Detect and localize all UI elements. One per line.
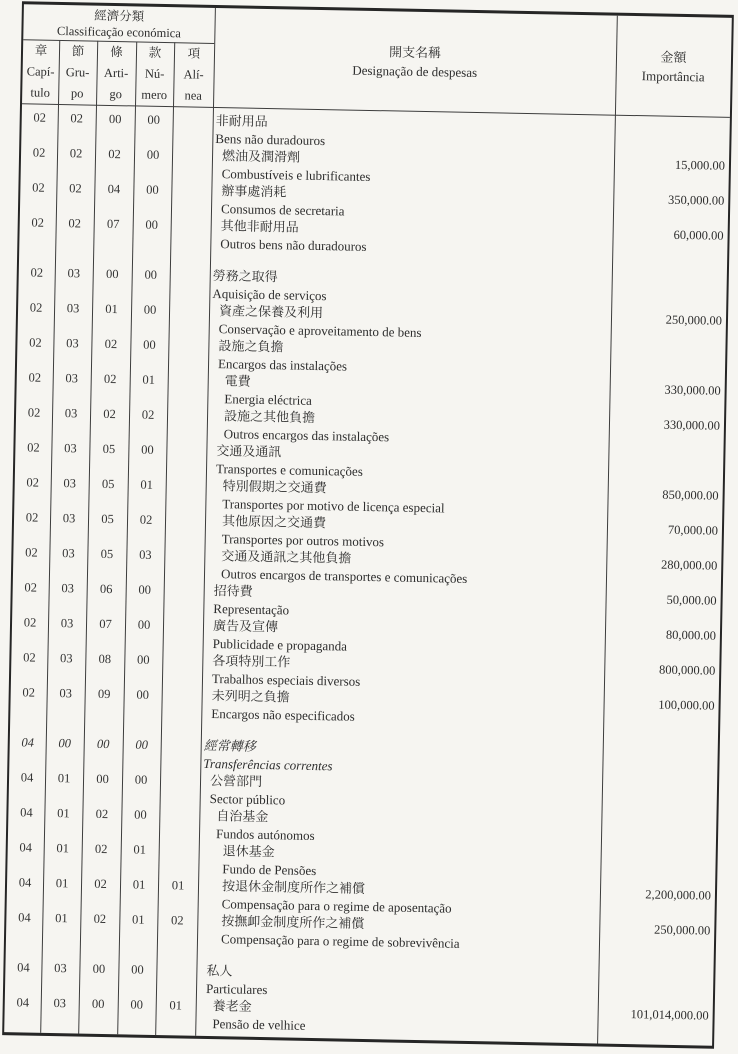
code-grupo: 03: [59, 686, 73, 701]
code-grupo: 03: [53, 996, 67, 1011]
code-alinea: [167, 371, 208, 407]
code-artigo: 00: [96, 736, 110, 752]
code-artigo: 05: [100, 546, 114, 562]
designation-pt: Transferências correntes: [203, 755, 333, 773]
code-artigo: 02: [93, 911, 107, 927]
designation-pt: Fundo de Pensões: [222, 860, 317, 878]
code-capitulo: 02: [27, 440, 40, 455]
code-column-header: [96, 41, 136, 106]
economic-classification-pt: Classificação económica: [56, 23, 181, 41]
code-artigo: 04: [107, 181, 121, 197]
amount-cell: 100,000.00: [658, 697, 715, 713]
code-column-header-line: Gru-: [65, 65, 90, 80]
code-column-header-line: 項: [187, 46, 201, 61]
code-artigo: 02: [103, 406, 116, 422]
code-grupo: 03: [66, 336, 79, 351]
designation-pt: Encargos não especificados: [211, 705, 355, 724]
code-numero: 00: [135, 737, 149, 752]
code-artigo: 08: [98, 651, 112, 667]
code-grupo: 03: [67, 266, 81, 281]
code-numero: 02: [139, 512, 153, 527]
code-numero: 00: [137, 617, 151, 632]
designation-header: [213, 8, 617, 115]
code-grupo: 02: [68, 216, 82, 231]
designation-pt: Compensação para o regime de sobrevivência: [220, 930, 460, 951]
designation-zh: 辦事處消耗: [221, 183, 287, 200]
code-capitulo: 02: [25, 510, 39, 525]
code-artigo: 02: [94, 841, 108, 857]
designation-cell: [195, 997, 598, 1040]
code-numero: 00: [143, 337, 156, 352]
code-alinea: [164, 546, 205, 582]
amount-cell: 250,000.00: [665, 312, 723, 328]
code-grupo: 03: [60, 651, 73, 666]
code-grupo: 02: [70, 111, 84, 126]
code-alinea: [163, 581, 204, 617]
designation-pt: Aquisição de serviços: [212, 285, 327, 303]
code-column-header-line: tulo: [30, 85, 51, 100]
designation-zh: 燃油及潤滑劑: [221, 148, 301, 165]
code-capitulo: 02: [26, 475, 40, 490]
code-artigo: 09: [97, 686, 111, 702]
code-artigo: 07: [99, 616, 112, 632]
amount-cell: 330,000.00: [663, 417, 721, 433]
code-capitulo: 04: [17, 960, 30, 975]
code-numero: 00: [145, 217, 159, 232]
designation-pt: Trabalhos especiais diversos: [211, 670, 361, 689]
code-alinea: [159, 806, 200, 842]
code-column-header-line: mero: [141, 87, 168, 103]
designation-pt: Energia eléctrica: [224, 390, 312, 408]
amount-header-pt: Importância: [641, 67, 705, 84]
code-capitulo: 04: [20, 770, 34, 785]
code-capitulo: 02: [32, 145, 46, 160]
code-numero: 00: [138, 582, 152, 597]
designation-zh: 經常轉移: [203, 737, 256, 754]
code-grupo: 03: [54, 961, 67, 976]
designation-zh: 未列明之負擔: [211, 688, 290, 705]
designation-pt: Consumos de secretaria: [220, 200, 345, 218]
code-alinea: [162, 651, 203, 687]
code-artigo: 02: [95, 806, 109, 822]
code-numero: 00: [143, 302, 157, 317]
designation-pt: Compensação para o regime de aposentação: [221, 895, 452, 916]
code-alinea: [170, 216, 211, 252]
code-numero: 00: [134, 772, 148, 787]
code-numero: 01: [132, 877, 146, 892]
code-column-header-line: 條: [110, 44, 123, 60]
amount-cell: 250,000.00: [653, 922, 711, 938]
code-alinea: 02: [170, 913, 184, 928]
designation-pt: Transportes e comunicações: [215, 460, 364, 479]
code-alinea: [158, 841, 199, 877]
code-numero: 00: [131, 962, 144, 977]
code-capitulo: 04: [16, 995, 30, 1010]
code-capitulo: 02: [24, 580, 38, 595]
code-alinea: [160, 771, 201, 807]
code-artigo: 06: [99, 581, 113, 597]
code-artigo: 01: [105, 301, 118, 317]
designation-pt: Publicidade e propaganda: [212, 635, 348, 654]
designation-zh: 各項特別工作: [212, 653, 291, 670]
code-grupo: 01: [55, 911, 68, 926]
designation-pt: Transportes por outros motivos: [221, 530, 385, 549]
code-capitulo: 02: [27, 405, 41, 420]
designation-zh: 廣告及宣傳: [212, 618, 279, 635]
amount-cell: [601, 815, 717, 852]
designation-zh: 私人: [206, 962, 233, 979]
designation-zh: 非耐用品: [215, 113, 268, 129]
code-alinea: [156, 961, 197, 997]
amount-cell: [608, 450, 724, 487]
designation-pt: Representação: [213, 600, 290, 618]
amount-cell: [598, 970, 714, 1007]
code-artigo: 02: [104, 336, 118, 352]
code-alinea: [166, 441, 207, 477]
code-alinea: [160, 736, 201, 772]
code-capitulo: 02: [31, 215, 45, 230]
amount-cell: [602, 745, 718, 782]
code-artigo: 00: [91, 996, 105, 1012]
designation-pt: Fundos autónomos: [215, 825, 315, 843]
code-grupo: 03: [60, 616, 74, 631]
designation-pt: Outros encargos de transportes e comunicações: [220, 565, 468, 586]
designation-pt: Outros bens não duradouros: [220, 235, 367, 254]
code-column-header-line: Arti-: [103, 65, 129, 81]
code-capitulo: 02: [33, 110, 47, 125]
code-column-header-line: 節: [71, 44, 85, 59]
code-numero: 00: [144, 267, 158, 282]
code-capitulo: 04: [18, 875, 32, 890]
code-artigo: 00: [96, 771, 109, 787]
designation-zh: 養老金: [212, 998, 252, 1014]
code-artigo: 00: [108, 111, 122, 127]
code-column-header-line: Capí-: [26, 64, 55, 79]
designation-pt: Bens não duradouros: [215, 130, 326, 148]
code-column-header-line: 款: [148, 45, 162, 60]
code-capitulo: 04: [19, 840, 33, 855]
code-artigo: 05: [102, 441, 116, 457]
amount-cell: [611, 275, 727, 312]
code-alinea: [168, 336, 209, 372]
code-grupo: 02: [69, 181, 82, 196]
code-alinea: [169, 266, 210, 302]
economic-classification-zh: 經濟分類: [94, 8, 145, 24]
code-artigo: 02: [103, 371, 117, 387]
code-grupo: 03: [63, 476, 77, 491]
designation-zh: 按退休金制度所作之補償: [221, 878, 366, 897]
code-column-header-line: Alí-: [183, 67, 204, 82]
code-capitulo: 02: [23, 615, 37, 630]
designation-pt: Transportes por motivo de licença especial: [222, 495, 445, 515]
economic-classification-header: [23, 4, 215, 43]
designation-pt: Encargos das instalações: [217, 355, 348, 374]
code-numero: 02: [141, 407, 155, 422]
code-grupo: 01: [57, 806, 70, 821]
code-grupo: 03: [66, 301, 80, 316]
code-column-header-line: Nú-: [144, 66, 165, 82]
designation-zh: 勞務之取得: [212, 267, 278, 285]
code-numero: 00: [134, 807, 147, 822]
code-column-header-line: nea: [184, 88, 203, 103]
code-grupo: 01: [57, 771, 71, 786]
designation-zh: 其他原因之交通費: [221, 513, 327, 531]
code-grupo: 03: [62, 546, 75, 561]
designation-pt: Conservação e aproveitamento de bens: [218, 320, 422, 340]
designation-zh: 電費: [224, 373, 251, 389]
code-column-header-line: go: [109, 86, 123, 102]
code-alinea: [172, 111, 213, 147]
code-grupo: 03: [64, 441, 77, 456]
code-capitulo: 02: [29, 335, 42, 350]
code-alinea: [169, 301, 210, 337]
code-numero: 00: [141, 442, 154, 457]
designation-pt: Outros encargos das instalações: [223, 425, 390, 444]
code-grupo: 03: [64, 406, 78, 421]
code-numero: 00: [147, 112, 161, 127]
designation-header-zh: 開支名稱: [388, 43, 442, 60]
code-grupo: 01: [56, 841, 70, 856]
code-numero: 01: [133, 842, 147, 857]
code-artigo: 00: [92, 961, 106, 977]
table-body: [4, 103, 730, 1045]
amount-header: [615, 16, 732, 117]
code-artigo: 07: [106, 216, 120, 232]
code-capitulo: 04: [18, 910, 31, 925]
amount-cell: [601, 780, 717, 817]
code-grupo: 00: [58, 736, 72, 751]
code-artigo: 02: [108, 146, 121, 162]
designation-zh: 招待費: [213, 583, 253, 599]
designation-zh: 其他非耐用品: [220, 218, 299, 235]
code-alinea: [172, 146, 213, 182]
code-numero: 00: [146, 147, 160, 162]
code-capitulo: 02: [23, 650, 36, 665]
code-numero: 00: [130, 997, 144, 1012]
code-alinea: [167, 406, 208, 442]
code-numero: 00: [136, 652, 150, 667]
code-column-header: [22, 39, 59, 104]
code-grupo: 03: [61, 581, 75, 596]
amount-cell: [600, 850, 716, 887]
amount-cell: 850,000.00: [662, 487, 719, 503]
amount-cell: 50,000.00: [666, 592, 717, 608]
amount-cell: 70,000.00: [667, 522, 719, 538]
amount-cell: 80,000.00: [665, 627, 717, 643]
amount-header-zh: 金額: [660, 49, 687, 65]
code-numero: 01: [131, 912, 145, 927]
code-artigo: 05: [101, 511, 114, 527]
code-capitulo: 02: [25, 545, 38, 560]
code-capitulo: 04: [21, 735, 35, 750]
code-numero: 00: [136, 687, 150, 702]
code-column-header: [135, 41, 174, 106]
amount-cell: 15,000.00: [674, 157, 726, 173]
code-column-header: [173, 42, 214, 107]
code-column-header-line: po: [70, 86, 84, 101]
amount-cell: 350,000.00: [667, 192, 725, 208]
amount-cell: 60,000.00: [673, 227, 724, 243]
budget-table: [2, 1, 734, 1048]
designation-zh: 特別假期之交通費: [222, 478, 327, 496]
code-grupo: 03: [62, 511, 76, 526]
amount-cell: 280,000.00: [660, 557, 718, 573]
code-column-header-line: 章: [34, 43, 48, 58]
code-artigo: 00: [105, 266, 119, 282]
designation-zh: 交通及通訊之其他負擔: [221, 548, 352, 566]
code-capitulo: 04: [20, 805, 33, 820]
code-column-header: [58, 40, 97, 105]
code-capitulo: 02: [22, 685, 36, 700]
designation-zh: 退休基金: [222, 843, 275, 860]
designation-zh: 資產之保養及利用: [218, 303, 324, 321]
code-numero: 01: [140, 477, 154, 492]
designation-pt: Particulares: [205, 980, 268, 997]
code-capitulo: 02: [28, 370, 42, 385]
code-capitulo: 02: [30, 265, 44, 280]
designation-pt: Pensão de velhice: [212, 1015, 306, 1033]
amount-cell: [610, 345, 726, 382]
designation-zh: 交通及通訊: [216, 443, 282, 460]
code-artigo: 05: [101, 476, 115, 492]
code-alinea: 01: [171, 878, 185, 893]
designation-pt: Sector público: [209, 790, 286, 807]
code-grupo: 03: [65, 371, 79, 386]
code-numero: 00: [146, 182, 159, 197]
amount-cell: 800,000.00: [658, 662, 716, 678]
amount-cell: 101,014,000.00: [630, 1007, 709, 1023]
code-numero: 01: [142, 372, 156, 387]
code-alinea: [165, 476, 206, 512]
code-alinea: [171, 181, 212, 217]
code-artigo: 02: [94, 876, 107, 892]
designation-pt: Combustíveis e lubrificantes: [221, 165, 371, 184]
amount-cell: 2,200,000.00: [645, 887, 712, 903]
code-grupo: 01: [55, 876, 69, 891]
code-capitulo: 02: [32, 180, 45, 195]
code-alinea: [165, 511, 206, 547]
amount-cell: [614, 120, 730, 157]
code-alinea: [163, 616, 204, 652]
designation-zh: 按撫卹金制度所作之補償: [221, 913, 365, 932]
code-numero: 03: [139, 547, 152, 562]
amount-cell: 330,000.00: [664, 382, 721, 398]
designation-zh: 設施之負擔: [218, 338, 284, 355]
designation-header-pt: Designação de despesas: [352, 62, 478, 80]
code-grupo: 02: [69, 146, 83, 161]
code-alinea: [161, 686, 202, 722]
code-capitulo: 02: [29, 300, 43, 315]
designation-zh: 自治基金: [216, 808, 269, 825]
code-alinea: 01: [169, 998, 183, 1013]
designation-zh: 公營部門: [209, 773, 263, 790]
designation-zh: 設施之其他負擔: [223, 408, 316, 425]
